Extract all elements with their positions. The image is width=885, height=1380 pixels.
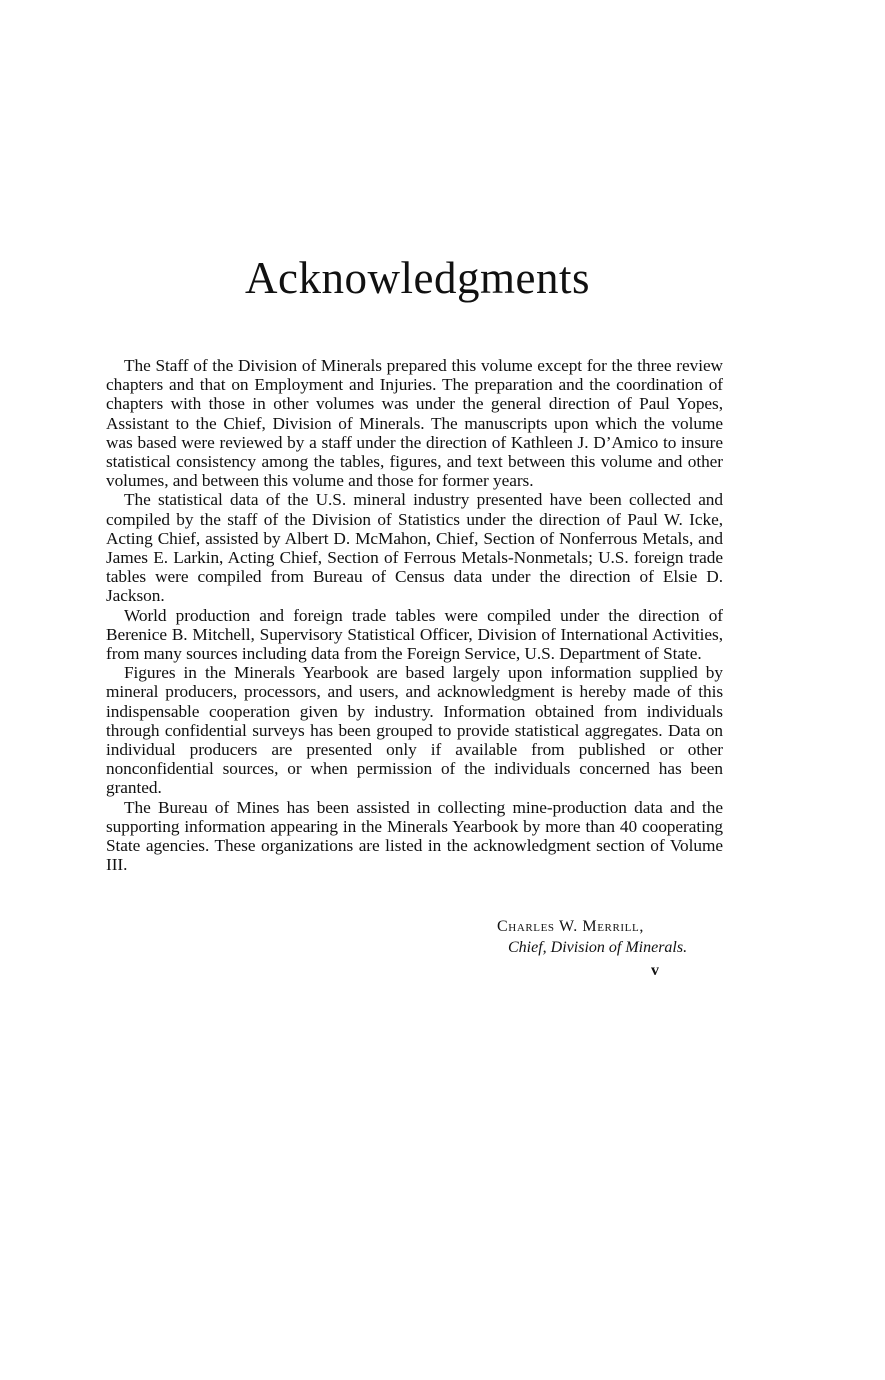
signatory-title: Chief, Division of Minerals. [508,939,688,956]
signatory-name: Charles W. Merrill, [497,918,644,935]
paragraph-industry-cooperation: Figures in the Minerals Yearbook are based largely upon information supplied by mineral producers, processors, and users, and acknowledgment is hereby made of this indispensable cooperation given by industry. Information obtained from individuals through confidential surveys has been grouped to provide statistical aggregates. Data on individual producers are presented only if available from published or other nonconfidential sources, or when permission of the individuals concerned has been granted. [106,663,723,798]
page-title: Acknowledgments [245,253,590,303]
page-number: v [651,962,659,979]
paragraph-state-agencies: The Bureau of Mines has been assisted in collecting mine-production data and the supporting information appearing in the Minerals Yearbook by more than 40 cooperating State agencies. These organizations are listed in the acknowledgment section of Volume III. [106,797,723,875]
signature-block [497,916,737,958]
acknowledgments-body [106,356,723,874]
paragraph-statistical-data: The statistical data of the U.S. mineral industry presented have been collected and compiled by the staff of the Division of Statistics under the direction of Paul W. Icke, Acting Chief, assisted by Albert D. McMahon, Chief, Section of Nonferrous Metals, and James E. Larkin, Acting Chief, Section of Ferrous Metals-Nonmetals; U.S. foreign trade tables were compiled from Bureau of Census data under the direction of Elsie D. Jackson. [106,490,723,606]
paragraph-division-staff: The Staff of the Division of Minerals prepared this volume except for the three review chapters and that on Employment and Injuries. The preparation and the coordination of chapters with those in other volumes was under the general direction of Paul Yopes, Assistant to the Chief, Division of Minerals. The manuscripts upon which the volume was based were reviewed by a staff under the direction of Kathleen J. D’Amico to insure statistical consistency among the tables, figures, and text between this volume and other volumes, and between this volume and those for former years. [106,356,723,491]
paragraph-world-production: World production and foreign trade tables were compiled under the direction of Berenice B. Mitchell, Supervisory Statistical Officer, Division of International Activities, from many sources including data from the Foreign Service, U.S. Department of State. [106,605,723,664]
